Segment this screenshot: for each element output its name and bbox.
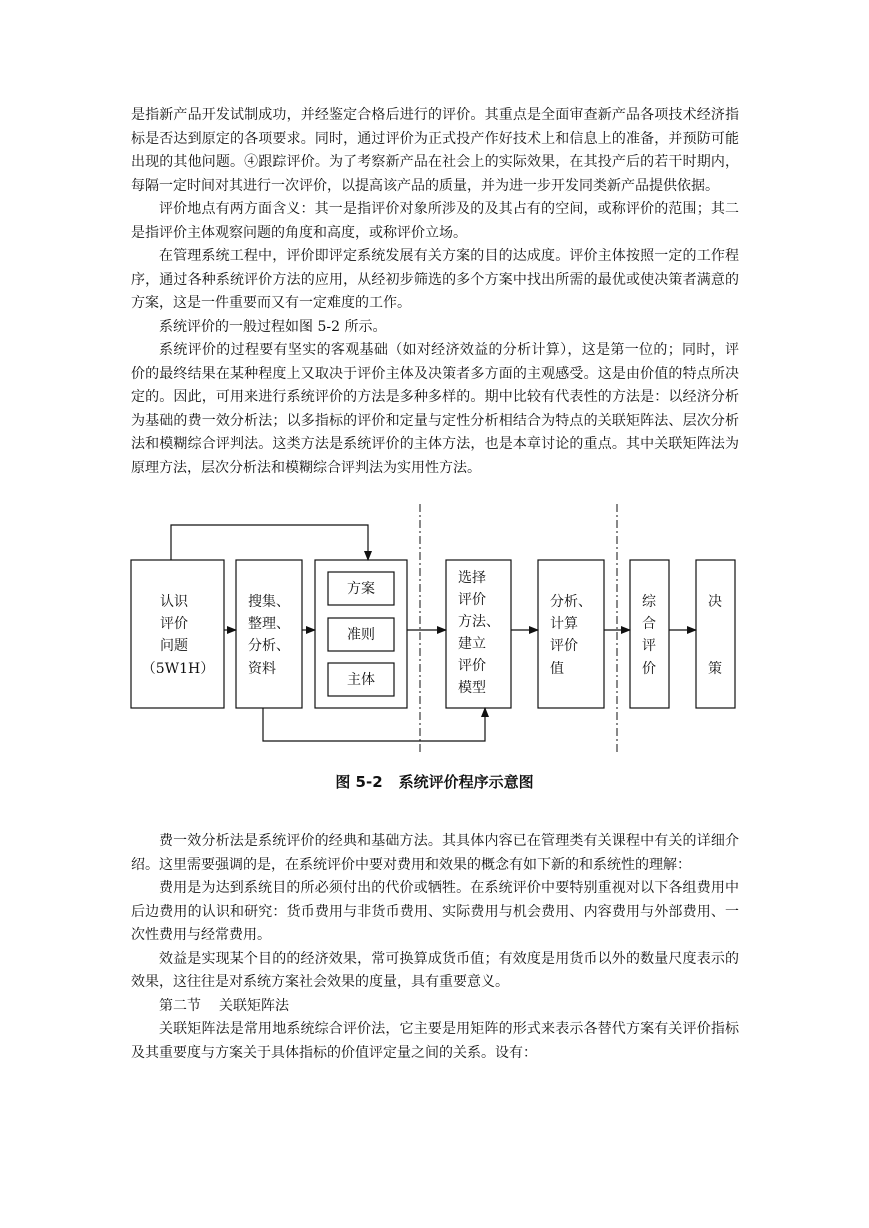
- box-label: 建立: [458, 636, 486, 652]
- box-label: 选择: [458, 570, 486, 586]
- box-analyze-compute: [538, 560, 604, 708]
- box-label: 问题: [160, 638, 188, 654]
- box-collect-data: [236, 560, 302, 708]
- box-label: 策: [708, 661, 722, 677]
- section-number: 第二节: [159, 997, 201, 1014]
- section-heading: [131, 995, 739, 1019]
- box-label: 认识: [160, 594, 188, 610]
- box-label: 整理、: [248, 616, 290, 632]
- paragraph: 关联矩阵法是常用地系统综合评价法，它主要是用矩阵的形式来表示各替代方案有关评价指标及其重要度与方案关于具体指标的价值评定量之间的关系。设有：: [131, 1021, 739, 1061]
- box-label: （5W1H）: [141, 661, 215, 677]
- box-decision: [696, 560, 735, 708]
- paragraph: 系统评价的过程要有坚实的客观基础（如对经济效益的分析计算），这是第一位的；同时，评价的最终结果在某种程度上又取决于评价主体及决策者多方面的主观感受。这是由价值的特点所决定的。因此，可用来进行系统评价的方法是多种多样的。期中比较有代表性的方法是：以经济分析为基础的费一效分析法；以多指标的评价和定量与定性分析相结合为特点的关联矩阵法、层次分析法和模糊综合评判法。这类方法是系统评价的主体方法，也是本章讨论的重点。其中关联矩阵法为原理方法，层次分析法和模糊综合评判法为实用性方法。: [131, 342, 739, 476]
- box-label: 评: [642, 638, 656, 654]
- box-recognize-problem: [131, 560, 224, 708]
- top-text-block: [131, 104, 739, 480]
- box-label: 模型: [458, 680, 486, 696]
- box-label: 分析、: [550, 594, 592, 610]
- box-label: 方法、: [458, 614, 500, 630]
- figure-caption: [0, 771, 869, 792]
- box-label: 评价: [458, 658, 486, 674]
- box-label: 分析、: [248, 638, 290, 654]
- paragraph: 在管理系统工程中，评价即评定系统发展有关方案的目的达成度。评价主体按照一定的工作程序，通过各种系统评价方法的应用，从经初步筛选的多个方案中找出所需的最优或使决策者满意的方案，这是一件重要而又有一定难度的工作。: [131, 248, 739, 311]
- paragraph: 费用是为达到系统目的所必须付出的代价或牺牲。在系统评价中要特别重视对以下各组费用中后边费用的认识和研究：货币费用与非货币费用、实际费用与机会费用、内容费用与外部费用、一次性费用与经常费用。: [131, 880, 739, 943]
- box-label: 价: [642, 661, 656, 677]
- box-label: 评价: [550, 638, 578, 654]
- evaluation-flow-diagram: [120, 496, 760, 758]
- figure-title: 系统评价程序示意图: [398, 773, 534, 791]
- paragraph: 系统评价的一般过程如图 5-2 所示。: [159, 318, 387, 335]
- box-label: 资料: [248, 661, 276, 677]
- box-label: 合: [642, 616, 656, 632]
- box-label: 评价: [160, 616, 188, 632]
- paragraph: 评价地点有两方面含义：其一是指评价对象所涉及的及其占有的空间，或称评价的范围；其二是指评价主体观察问题的角度和高度，或称评价立场。: [131, 201, 739, 241]
- box-label: 搜集、: [248, 594, 290, 610]
- figure-number: 图 5-2: [335, 773, 383, 791]
- box-label: 评价: [458, 592, 486, 608]
- box-label: 综: [642, 594, 656, 610]
- box-comprehensive-eval: [630, 560, 669, 708]
- inner-label: 主体: [347, 672, 375, 688]
- box-label: 计算: [550, 616, 578, 632]
- paragraph: 效益是实现某个目的的经济效果，常可换算成货币值；有效度是用货币以外的数量尺度表示的效果，这往往是对系统方案社会效果的度量，具有重要意义。: [131, 950, 739, 990]
- paragraph: 是指新产品开发试制成功，并经鉴定合格后进行的评价。其重点是全面审查新产品各项技术经济指标是否达到原定的各项要求。同时，通过评价为正式投产作好技术上和信息上的准备，并预防可能出现的其他问题。④跟踪评价。为了考察新产品在社会上的实际效果，在其投产后的若干时期内，每隔一定时间对其进行一次评价，以提高该产品的质量，并为进一步开发同类新产品提供依据。: [131, 107, 739, 194]
- inner-label: 准则: [347, 627, 375, 643]
- box-label: 决: [708, 594, 722, 610]
- section-title: 关联矩阵法: [219, 997, 289, 1014]
- paragraph: 费一效分析法是系统评价的经典和基础方法。其具体内容已在管理类有关课程中有关的详细介绍。这里需要强调的是，在系统评价中要对费用和效果的概念有如下新的和系统性的理解：: [131, 833, 739, 873]
- inner-label: 方案: [347, 581, 375, 597]
- feedback-arrow-top: [171, 525, 368, 560]
- bottom-text-block: [131, 830, 739, 1065]
- feedback-arrow-bottom: [263, 708, 485, 741]
- box-label: 值: [550, 661, 564, 677]
